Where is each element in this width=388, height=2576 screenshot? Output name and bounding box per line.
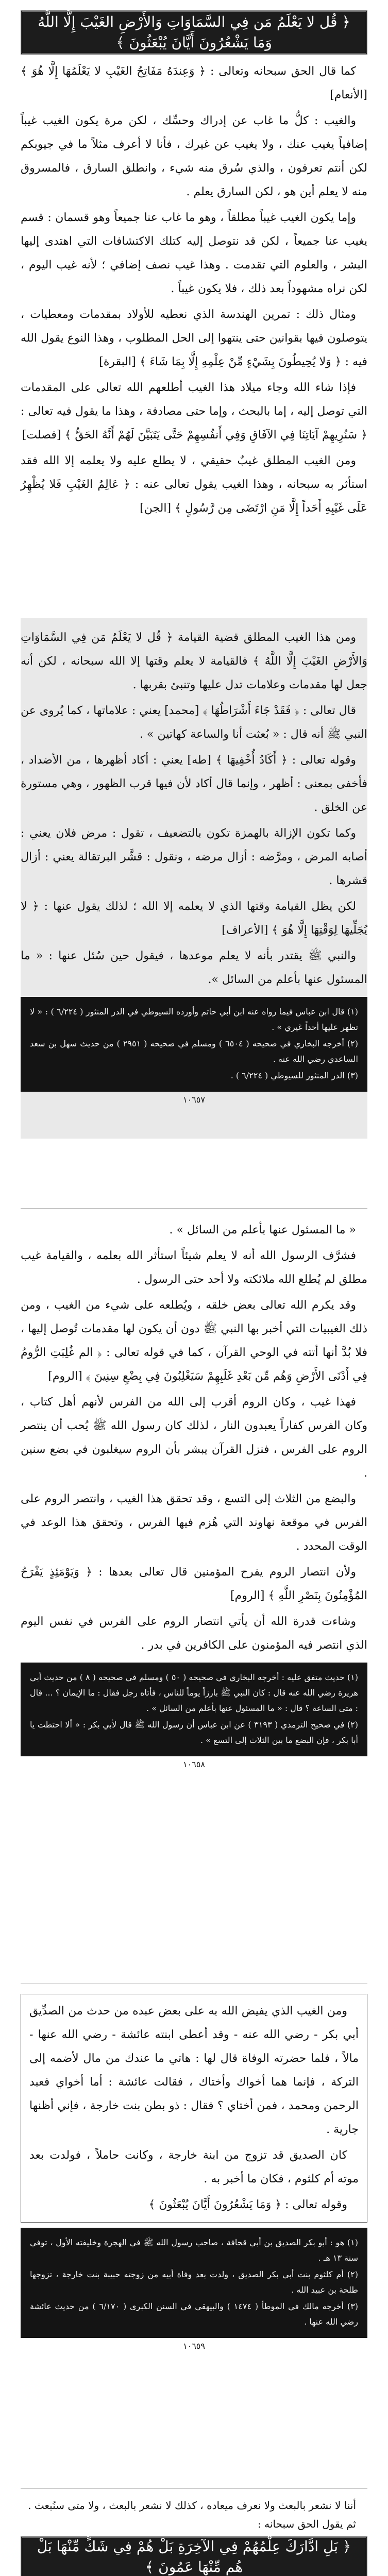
footnote: (٢) أم كلثوم بنت أبي بكر الصديق ، ولدت بعد وفاة أبيه من زوجته حبيبة بنت خارجة ، تزوجها طلحة بن عبيد الله . xyxy=(30,2269,358,2295)
paragraph: فإذا شاء الله وجاء ميلاد هذا الغيب أطلعهم الله تعالى على المقدمات التي توصل إليه ، إما بالبحث ، وإما حتى مصادفة ، وهذا ما يقول فيه تعالى : ﴿ سَنُرِيهِمْ آيَاتِنَا فِي الآفَاقِ وَفِي أَنفُسِهِمْ حَتَّى يَتَبَيَّنَ لَهُمْ أَنَّهُ الحَقُّ ﴾ [فصلت] xyxy=(21,381,367,442)
paragraph: وقوله تعالى : ﴿ وَمَا يَشْعُرُونَ أَيَّانَ يُبْعَثُونَ ﴾ xyxy=(148,2198,347,2211)
paragraph: فهذا غيب ، وكان الروم أقرب إلى الله من الفرس لأنهم أهل كتاب ، وكان الفرس كفاراً يعبدون النار ، لذلك كان رسول الله ﷺ يُحب أن ينتصر الروم على الفرس ، فنزل القرآن يبشر بأن الروم سيغلبون في بضع سنين . xyxy=(21,1396,367,1480)
paragraph: أننا لا نشعر بالبعث ولا نعرف ميعاده ، كذلك لا نشعر بالبعث ، ولا متى سنُبعث . xyxy=(28,2499,356,2512)
footnote: (١) قال ابن عباس فيما رواه عنه ابن أبي حاتم وأورده السيوطي في الدر المنثور ( ٦/٢٢٤ ) : « لا تظهر عليها أحداً غيري » . xyxy=(30,1007,359,1032)
footnote: (١) هو : أبو بكر الصديق بن أبي قحافة ، صاحب رسول الله ﷺ في الهجرة وخليفته الأول ، توفي سنة ١٣ هـ . xyxy=(30,2238,358,2263)
footnote: (٣) أخرجه مالك في الموطأ ( ١٤٧٤ ) والبيهقي في السنن الكبرى ( ٦/١٧٠ ) من حديث عائشة رضي الله عنها . xyxy=(30,2301,359,2327)
page-2 xyxy=(21,1218,367,1778)
boxed-section xyxy=(21,1994,367,2223)
paragraph: والبضع من الثلاث إلى التسع ، وقد تحقق هذا الغيب ، وانتصر الروم على الفرس في موقعة نهاوند التي هُزم فيها الفرس ، وتحقق هذا الوعد في الوقت المحدد . xyxy=(21,1493,367,1553)
footnotes-box xyxy=(21,1663,367,1756)
footnote: (٢) في صحيح الترمذي ( ٣١٩٣ ) عن ابن عباس أن رسول الله ﷺ قال لأبي بكر : « ألا احتطت يا أبا بكر ، فإن البضع ما بين الثلاث إلى التسع » . xyxy=(30,1720,359,1745)
quran-verse-banner: ﴿ بَلِ ادَّارَكَ عِلْمُهُمْ فِي الآخِرَةِ بَلْ هُمْ فِي شَكٍّ مِّنْهَا بَلْ هُم مِّنْهَا عَمُونَ ﴾ xyxy=(21,2536,367,2576)
page-separator xyxy=(21,2488,367,2489)
footnotes-box xyxy=(21,997,367,1092)
page-number: ١٠٦٥٨ xyxy=(183,1759,205,1769)
paragraph: فشرَّف الرسول الله أنه لا يعلم شيئاً استأثر الله بعلمه ، والقيامة غيب مطلق لم يُطلع الله ملائكته ولا أحد حتى الرسول . xyxy=(21,1249,367,1286)
page-number: ١٠٦٥٩ xyxy=(183,2341,205,2351)
page-4 xyxy=(21,2496,367,2576)
page-number: ١٠٦٥٧ xyxy=(183,1095,205,1105)
paragraph: ومن الغيب المطلق غيبٌ حقيقي ، لا يطلع عليه ولا يعلمه إلا الله فقد استأثر به سبحانه ، وهذا الغيب يقول تعالى عنه : ﴿ عَالِمُ الغَيْبِ فَلا يُظْهِرُ عَلَى غَيْبِهِ أَحَداً إِلَّا مَنِ ارْتَضَى مِن رَّسُولٍ ﴾ [الجن] xyxy=(21,454,367,515)
page-1-continued xyxy=(21,626,367,1114)
paragraph: وشاءت قدرة الله أن يأتي انتصار الروم على الفرس في نفس اليوم الذي انتصر فيه المؤمنون على الكافرين في بدر . xyxy=(21,1615,367,1652)
paragraph: ومن هذا الغيب المطلق قضية القيامة ﴿ قُل لا يَعْلَمُ مَن فِي السَّمَاوَاتِ وَالأَرْضِ الغَيْبَ إِلَّا اللَّهُ ﴾ فالقيامة لا يعلم وقتها إلا الله سبحانه ، لكن أنه جعل لها مقدمات وعلامات تدل عليها وتنبئ بقربها . xyxy=(21,631,367,691)
footnote: (٢) أخرجه البخاري في صحيحه ( ٦٥٠٤ ) ومسلم في صحيحه ( ٢٩٥١ ) من حديث سهل بن سعد الساعدي رضي الله عنه . xyxy=(30,1039,358,1064)
paragraph: والغيب : كلُّ ما غاب عن إدراك وحسِّك ، لكن مرة يكون الغيب غيباً إضافياً يغيب عنك ، ولا يغيب عن غيرك ، فأنا لا أعرف مثلاً ما في جيوبكم لكن أنتم تعرفون ، والذي سُرق منه شيء ، وانطلق السارق ، فالمسروق منه لا يعلم أين هو ، لكن السارق يعلم . xyxy=(21,114,367,198)
paragraph: قال تعالى : ﴿ فَقَدْ جَاءَ أَشْرَاطُهَا ﴾ [محمد] يعني : علاماتها ، كما يُروى عن النبي ﷺ أنه قال : « بُعثت أنا والساعة كهاتين » . xyxy=(21,704,367,741)
paragraph: ومثال ذلك : تمرين الهندسة الذي نعطيه للأولاد بمقدمات ومعطيات ، يتوصلون فيها بقوانين حتى ينتهوا إلى الحل المطلوب ، وهذا النوع يقول الله فيه : ﴿ وَلا يُحِيطُونَ بِشَيْءٍ مِّنْ عِلْمِهِ إِلَّا بِمَا شَاءَ ﴾ [البقرة] xyxy=(21,308,367,368)
page-separator xyxy=(21,1208,367,1209)
footnote: (١) حديث متفق عليه : أخرجه البخاري في صحيحه ( ٥٠ ) ومسلم في صحيحه ( ٨ ) من حديث أبي هريرة رضي الله عنه قال : كان النبي ﷺ بارزاً يوماً للناس ، فأتاه رجل فقال : ما الإيمان ؟ ... قال : متى الساعة ؟ قال : « ما المسئول عنها بأعلم من السائل » . xyxy=(30,1672,359,1713)
paragraph: وقد يكرم الله تعالى بعض خلقه ، ويُطلعه على شيء من الغيب ، ومن ذلك الغيبيات التي أخبر بها النبي ﷺ دون أن يكون لها مقدمات تُوصل إليها ، فلا بُدَّ أنها أتته في الوحي القرآن ، كما في قوله تعالى : ﴿ الم غُلِبَتِ الرُّومُ فِي أَدْنَى الأَرْضِ وَهُم مِّن بَعْدِ غَلَبِهِمْ سَيَغْلِبُونَ فِي بِضْعِ سِنِينَ ﴾ [الروم] xyxy=(21,1299,367,1383)
page-1 xyxy=(21,10,367,520)
paragraph: وكما تكون الإزالة بالهمزة تكون بالتضعيف ، تقول : مرض فلان يعني : أصابه المرض ، ومرَّضه : أزال مرضه ، ونقول : قشَّر البرتقالة يعني : أزال قشرها . xyxy=(21,827,367,887)
paragraph: ولأن انتصار الروم يفرح المؤمنين قال تعالى بعدها : ﴿ وَيَوْمَئِذٍ يَفْرَحُ المُؤْمِنُونَ بِنَصْرِ اللَّهِ ﴾ [الروم] xyxy=(21,1566,367,1602)
footnote: (٣) الدر المنثور للسيوطي ( ٦/٢٢٤ ) . xyxy=(230,1071,358,1080)
paragraph: ثم يقول الحق سبحانه : xyxy=(258,2518,356,2530)
paragraph: والنبي ﷺ يقتدر بأنه لا يعلم موعدها ، فيقول حين سُئل عنها : « ما المسئول عنها بأعلم من السائل ». xyxy=(21,950,367,986)
paragraph: وقوله تعالى : ﴿ أَكَادُ أُخْفِيهَا ﴾ [طه] يعني : أكاد أظهرها ، من الأضداد ، فأخفى بمعنى : أظهر ، وإنما قال أكاد لأن فيها قرب الظهور ، وهي مستورة عن الخلق . xyxy=(21,754,367,814)
paragraph: كما قال الحق سبحانه وتعالى : ﴿ وَعِندَهُ مَفَاتِحُ الغَيْبِ لا يَعْلَمُهَا إِلَّا هُوَ ﴾ [الأنعام] xyxy=(21,65,367,101)
paragraph: وإما يكون الغيب غيباً مطلقاً ، وهو ما غاب عنا جميعاً وهو قسمان : قسم يغيب عنا جميعاً ، لكن قد نتوصل إليه كتلك الاكتشافات التي اهتدى إليها البشر ، والعلوم التي تقدمت . وهذا غيب نصف إضافي ؛ لأنه غيب اليوم ، لكن نراه مشهوداً بعد ذلك ، فلا يكون غيباً . xyxy=(21,211,367,295)
paragraph: ومن الغيب الذي يفيض الله به على بعض عبده من حدث من الصدِّيق أبي بكر - رضي الله عنه - وقد أعطى ابنته عائشة - رضي الله عنها - مالاً ، فلما حضرته الوفاة قال لها : هاتي ما عندك من مال لأضمه إلى التركة ، فإنما هما أخواك وأختاك ، فقالت عائشة : أما أخواي فعبد الرحمن ومحمد ، فمن أختاي ؟ فقال : ذو بطن بنت خارجة ، فإني أظنها جارية . xyxy=(29,2005,359,2136)
paragraph: « ما المسئول عنها بأعلم من السائل » . xyxy=(169,1224,356,1236)
paragraph: كان الصديق قد تزوج من ابنة خارجة ، وكانت حاملاً ، فولدت بعد موته أم كلثوم ، فكان ما أخبر به . xyxy=(29,2149,359,2185)
page-3 xyxy=(21,1994,367,2360)
paragraph: لكن يظل القيامة وقتها الذي لا يعلمه إلا الله ؛ لذلك يقول عنها : ﴿ لا يُجَلِّيهَا لِوَقْتِهَا إِلَّا هُوَ ﴾ [الأعراف] xyxy=(21,900,367,937)
footnotes-box xyxy=(21,2228,367,2338)
quran-verse-banner: ﴿ قُل لا يَعْلَمُ مَن فِي السَّمَاوَاتِ وَالأَرْضِ الغَيْبَ إِلَّا اللَّهُ وَمَا يَشْعُرُونَ أَيَّانَ يُبْعَثُونَ ﴾ xyxy=(21,10,367,55)
